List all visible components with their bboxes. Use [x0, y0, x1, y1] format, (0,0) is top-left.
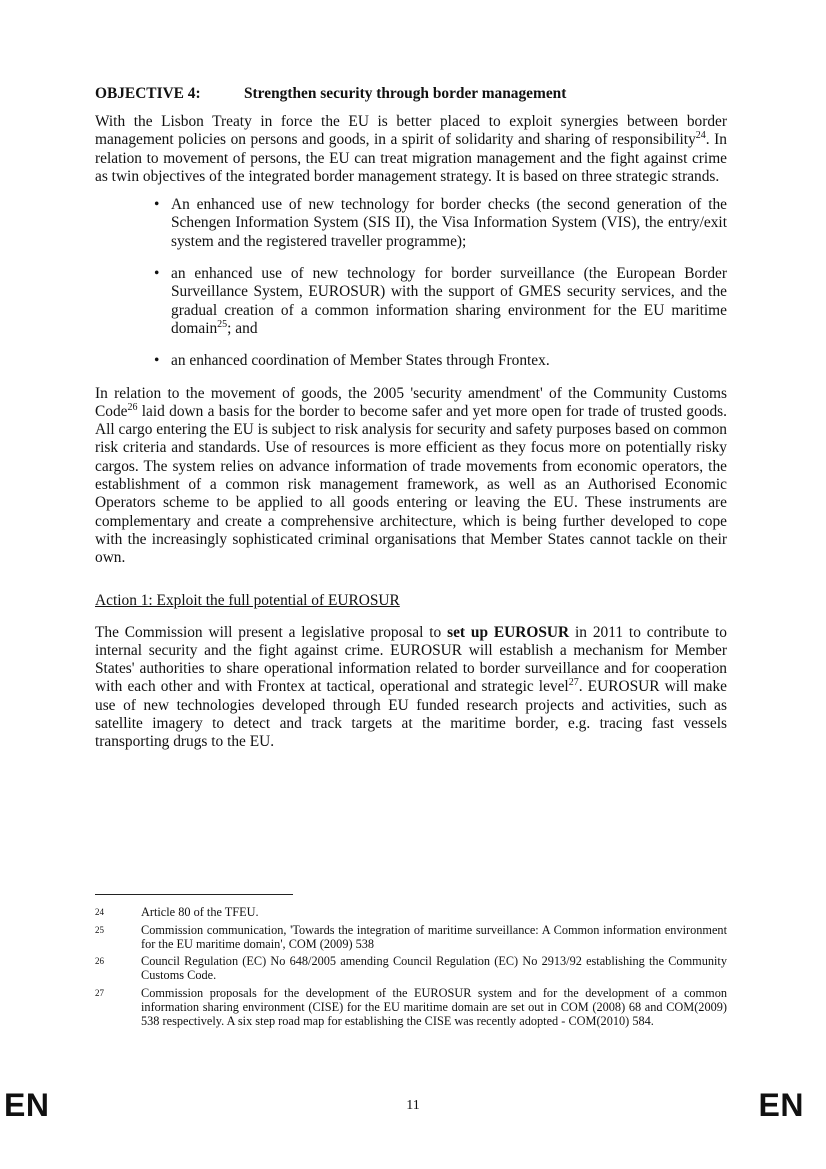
intro-text-1: With the Lisbon Treaty in force the EU is better placed to exploit synergies between border management policies on persons and goods, in a spirit of solidarity and sharing of responsibility: [95, 113, 727, 149]
objective-number: OBJECTIVE 4:: [95, 85, 201, 102]
bullet-icon: •: [154, 196, 160, 214]
objective-title: Strengthen security through border management: [244, 85, 567, 102]
strategic-strands-list: [95, 196, 727, 370]
language-label-right: EN: [758, 1087, 804, 1123]
bullet-text-2a: an enhanced use of new technology for border surveillance (the European Border Surveillance System, EUROSUR) with the support of GMES security services, and the gradual creation of a common information sharing environment for the EU maritime domain: [171, 265, 727, 337]
bullet-text-3: an enhanced coordination of Member States through Frontex.: [171, 352, 550, 370]
footnotes: [95, 906, 727, 1032]
page-number: 11: [406, 1098, 420, 1113]
bullet-icon: •: [154, 352, 160, 370]
objective-heading: [95, 84, 727, 104]
footnote: [95, 924, 727, 952]
footnote-number: 24: [95, 907, 104, 917]
list-item: [95, 352, 727, 370]
bullet-text-1: An enhanced use of new technology for border checks (the second generation of the Schengen Information System (SIS II), the Visa Information System (VIS), the entry/exit system and the registered traveller programme);: [171, 196, 727, 250]
goods-paragraph: [95, 385, 727, 568]
footnote-divider: [95, 894, 293, 895]
footnote-ref-24[interactable]: 24: [695, 130, 706, 142]
footnote: [95, 906, 727, 920]
main-content: [95, 84, 727, 752]
action-paragraph: [95, 624, 727, 752]
action-text-1: The Commission will present a legislative proposal to: [95, 623, 448, 641]
footnote-text: Commission proposals for the development of the EUROSUR system and for the development of a common information sharing environment (CISE) for the EU maritime domain are set out in COM (2008) 68 and COM(2009) 538 respectively. A six step road map for establishing the CISE was recently adopted - COM(2010) 584.: [141, 985, 727, 1028]
language-label-left: EN: [4, 1087, 50, 1123]
list-item: [95, 196, 727, 251]
footnote: [95, 955, 727, 983]
footnote: [95, 987, 727, 1028]
footnote-number: 25: [95, 924, 104, 935]
action-emphasis: set up EUROSUR: [447, 623, 570, 641]
intro-paragraph: [95, 113, 727, 186]
bullet-text-2b: ; and: [227, 319, 258, 337]
goods-text-2: laid down a basis for the border to become safer and yet more open for trade of trusted goods. All cargo entering the EU is subject to risk analysis for security and safety purposes based on common risk criteria and standards. Use of resources is more efficient as they focus more on potentially risky cargos. The system relies on advance information of trade movements from economic operators, the establishment of a common risk management framework, as well as an Authorised Economic Operators scheme to be applied to all goods entering or leaving the EU. These instruments are complementary and create a comprehensive architecture, which is being further developed to cope with the increasingly sophisticated criminal organisations that Member States cannot tackle on their own.: [95, 402, 727, 567]
footnote-number: 27: [95, 987, 104, 998]
bullet-icon: •: [154, 265, 160, 283]
footnote-text: Commission communication, 'Towards the integration of maritime surveillance: A Common information environment for the EU maritime domain', COM (2009) 538: [141, 922, 727, 951]
goods-text-1: In relation to the movement of goods, the 2005 'security amendment' of the Community Customs Code: [95, 384, 727, 420]
intro-text-2: . In relation to movement of persons, the EU can treat migration management and the fight against crime as twin objectives of the integrated border management strategy. It is based on three strategic strands.: [95, 131, 727, 185]
footnote-ref-26[interactable]: 26: [127, 401, 138, 413]
footnote-text: Article 80 of the TFEU.: [141, 905, 259, 919]
footnote-ref-25[interactable]: 25: [217, 318, 228, 330]
footnote-ref-27[interactable]: 27: [568, 677, 579, 689]
action-heading: Action 1: Exploit the full potential of EUROSUR: [95, 591, 400, 609]
footnote-text: Council Regulation (EC) No 648/2005 amending Council Regulation (EC) No 2913/92 establishing the Community Customs Code.: [141, 954, 727, 983]
action-text-2: in 2011 to contribute to internal security and the fight against crime. EUROSUR will establish a mechanism for Member States' authorities to share operational information related to border surveillance and for cooperation with each other and with Frontex at tactical, operational and strategic level: [95, 623, 727, 696]
list-item: [95, 265, 727, 338]
footnote-number: 26: [95, 956, 104, 967]
action-text-3: . EUROSUR will make use of new technologies developed through EU funded research projects and activities, such as satellite imagery to detect and track targets at the maritime border, e.g. tracing fast vessels transporting drugs to the EU.: [95, 678, 727, 751]
